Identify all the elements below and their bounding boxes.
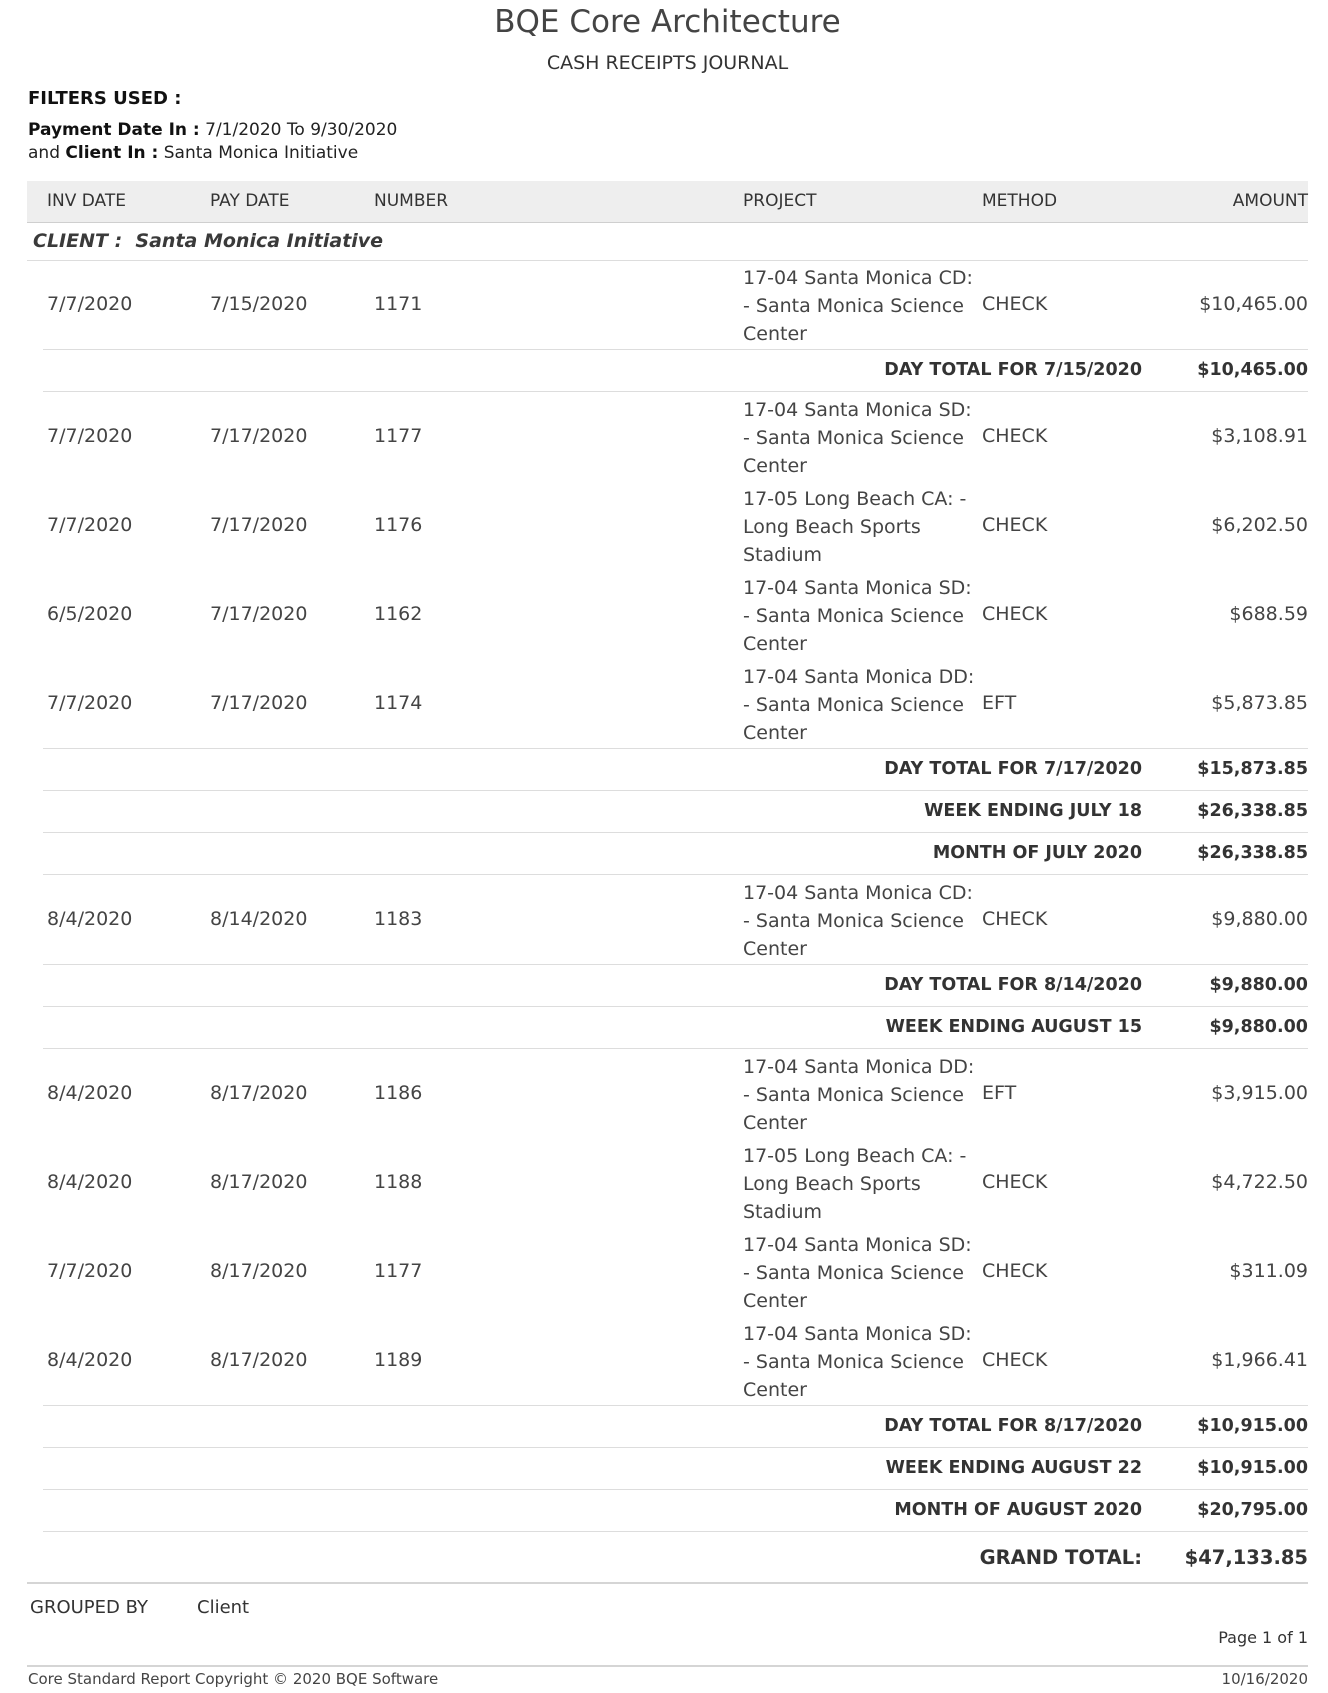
grand-total-label: GRAND TOTAL: [979,1546,1142,1569]
pay-date: 7/15/2020 [210,293,308,315]
inv-date: 7/7/2020 [47,1260,133,1282]
subtotal-label: WEEK ENDING AUGUST 15 [885,1017,1142,1037]
table-row [27,1316,1308,1405]
subtotal-amount: $26,338.85 [1197,843,1308,863]
amount: $3,108.91 [1211,425,1308,447]
subtotal-row [27,350,1308,391]
grouped-by-label: GROUPED BY [30,1597,148,1618]
payment-method: CHECK [982,1171,1048,1193]
receipt-number: 1183 [374,908,423,930]
report-title: CASH RECEIPTS JOURNAL [546,52,789,74]
project-name: 17-04 Santa Monica SD: - Santa Monica Science Center [743,577,972,655]
payment-method: CHECK [982,1260,1048,1282]
copyright-text: Core Standard Report Copyright © 2020 BQE Software [28,1670,439,1688]
pay-date: 8/14/2020 [210,908,308,930]
pay-date: 8/17/2020 [210,1082,308,1104]
payment-method: CHECK [982,1349,1048,1371]
column-project: PROJECT [743,191,817,211]
table-row [27,260,1308,349]
receipt-number: 1186 [374,1082,423,1104]
grand-total-amount: $47,133.85 [1184,1546,1308,1569]
table-row [27,392,1308,481]
pay-date: 8/17/2020 [210,1260,308,1282]
column-method: METHOD [982,191,1058,211]
pay-date: 8/17/2020 [210,1171,308,1193]
filters-heading: FILTERS USED : [28,88,182,109]
grand-total-row [27,1532,1308,1584]
client-group-title [33,230,383,252]
subtotal-label: WEEK ENDING AUGUST 22 [885,1458,1142,1478]
subtotal-label: MONTH OF AUGUST 2020 [894,1500,1142,1520]
table-row [27,1138,1308,1227]
table-row [27,1049,1308,1138]
project-name: 17-04 Santa Monica SD: - Santa Monica Science Center [743,399,972,477]
pay-date: 7/17/2020 [210,603,308,625]
payment-method: EFT [982,1082,1017,1104]
amount: $688.59 [1229,603,1308,625]
project-name: 17-05 Long Beach CA: - Long Beach Sports Stadium [743,488,967,566]
project-name: 17-04 Santa Monica CD: - Santa Monica Science Center [743,882,973,960]
table-row [27,570,1308,659]
amount: $311.09 [1229,1260,1308,1282]
payment-method: EFT [982,692,1017,714]
subtotal-row [27,1490,1308,1531]
filter-payment-date-value: 7/1/2020 To 9/30/2020 [205,120,398,140]
subtotal-row [27,1448,1308,1489]
table-row [27,875,1308,964]
pay-date: 7/17/2020 [210,425,308,447]
subtotal-amount: $10,915.00 [1197,1416,1308,1436]
client-group-name: Santa Monica Initiative [135,230,384,252]
inv-date: 7/7/2020 [47,425,133,447]
receipt-number: 1176 [374,514,423,536]
inv-date: 7/7/2020 [47,514,133,536]
receipt-number: 1162 [374,603,423,625]
filter-client-value: Santa Monica Initiative [163,143,359,163]
client-group-row [27,222,1308,261]
subtotal-amount: $10,915.00 [1197,1458,1308,1478]
subtotal-row [27,749,1308,790]
report-page [27,0,1308,1693]
pay-date: 8/17/2020 [210,1349,308,1371]
table-row [27,659,1308,748]
amount: $9,880.00 [1211,908,1308,930]
table-row [27,481,1308,570]
amount: $4,722.50 [1211,1171,1308,1193]
payment-method: CHECK [982,908,1048,930]
inv-date: 7/7/2020 [47,692,133,714]
project-name: 17-04 Santa Monica DD: - Santa Monica Science Center [743,666,975,744]
column-header-row [27,181,1308,223]
column-amount: AMOUNT [1232,191,1308,211]
table-row [27,1227,1308,1316]
project-name: 17-04 Santa Monica DD: - Santa Monica Science Center [743,1056,975,1134]
subtotal-label: MONTH OF JULY 2020 [932,843,1142,863]
print-date: 10/16/2020 [1221,1670,1308,1688]
payment-method: CHECK [982,603,1048,625]
inv-date: 6/5/2020 [47,603,133,625]
receipt-number: 1188 [374,1171,423,1193]
amount: $10,465.00 [1199,293,1308,315]
subtotal-amount: $9,880.00 [1209,1017,1308,1037]
amount: $3,915.00 [1211,1082,1308,1104]
inv-date: 8/4/2020 [47,1082,133,1104]
inv-date: 8/4/2020 [47,1171,133,1193]
subtotal-amount: $10,465.00 [1197,360,1308,380]
filter-client-prefix: and [28,143,60,163]
inv-date: 8/4/2020 [47,1349,133,1371]
amount: $5,873.85 [1211,692,1308,714]
filter-payment-date [28,120,397,140]
subtotal-row [27,1007,1308,1048]
receipt-number: 1171 [374,293,423,315]
journal-rows [27,260,1308,1584]
subtotal-amount: $20,795.00 [1197,1500,1308,1520]
filter-client [28,143,358,163]
subtotal-row [27,791,1308,832]
subtotal-amount: $15,873.85 [1197,759,1308,779]
receipt-number: 1174 [374,692,423,714]
project-name: 17-05 Long Beach CA: - Long Beach Sports Stadium [743,1145,967,1223]
company-title: BQE Core Architecture [494,4,841,40]
payment-method: CHECK [982,425,1048,447]
inv-date: 8/4/2020 [47,908,133,930]
subtotal-label: DAY TOTAL FOR 8/14/2020 [884,975,1142,995]
amount: $6,202.50 [1211,514,1308,536]
column-inv-date: INV DATE [47,191,126,211]
pay-date: 7/17/2020 [210,514,308,536]
project-name: 17-04 Santa Monica SD: - Santa Monica Science Center [743,1323,972,1401]
filter-client-label: Client In : [65,143,159,163]
subtotal-label: DAY TOTAL FOR 8/17/2020 [884,1416,1142,1436]
subtotal-row [27,833,1308,874]
subtotal-amount: $9,880.00 [1209,975,1308,995]
receipt-number: 1189 [374,1349,423,1371]
project-name: 17-04 Santa Monica CD: - Santa Monica Science Center [743,267,973,345]
payment-method: CHECK [982,293,1048,315]
amount: $1,966.41 [1211,1349,1308,1371]
client-group-label: CLIENT : [33,230,123,252]
filter-payment-date-label: Payment Date In : [28,120,200,140]
subtotal-amount: $26,338.85 [1197,801,1308,821]
project-name: 17-04 Santa Monica SD: - Santa Monica Science Center [743,1234,972,1312]
subtotal-label: DAY TOTAL FOR 7/17/2020 [884,759,1142,779]
subtotal-label: WEEK ENDING JULY 18 [924,801,1142,821]
page-number: Page 1 of 1 [1218,1628,1308,1647]
receipt-number: 1177 [374,425,423,447]
receipt-number: 1177 [374,1260,423,1282]
pay-date: 7/17/2020 [210,692,308,714]
subtotal-row [27,965,1308,1006]
inv-date: 7/7/2020 [47,293,133,315]
subtotal-label: DAY TOTAL FOR 7/15/2020 [884,360,1142,380]
payment-method: CHECK [982,514,1048,536]
footer-divider [27,1665,1308,1667]
column-number: NUMBER [374,191,449,211]
grouped-by-value: Client [197,1597,250,1618]
column-pay-date: PAY DATE [210,191,290,211]
subtotal-row [27,1406,1308,1447]
